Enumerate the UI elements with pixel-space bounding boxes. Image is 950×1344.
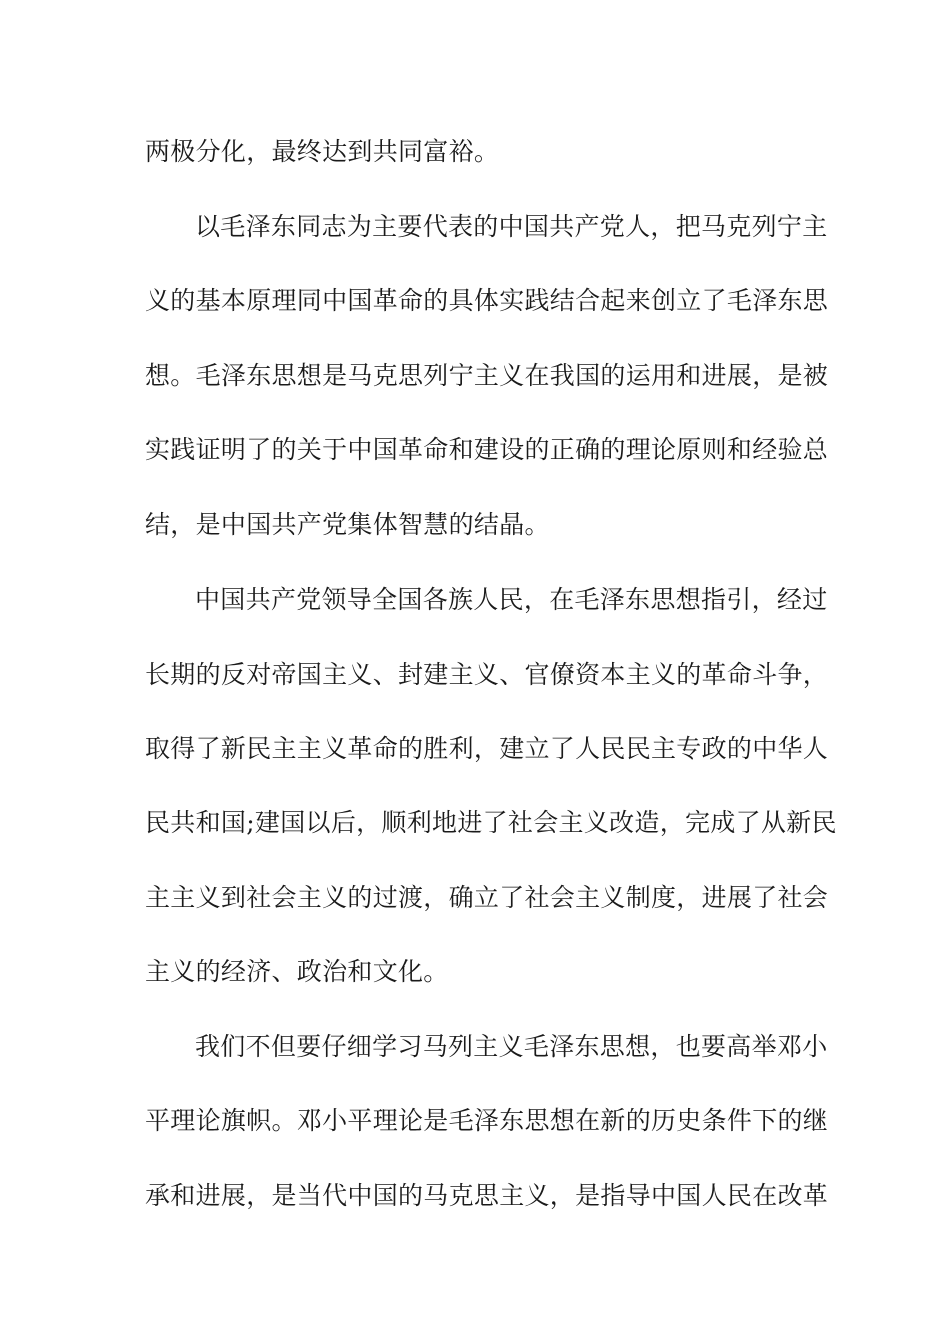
text-line: 两极分化，最终达到共同富裕。 [145,137,500,166]
text-line: 义的基本原理同中国革命的具体实践结合起来创立了毛泽东思 [145,286,829,315]
text-line: 平理论旗帜。邓小平理论是毛泽东思想在新的历史条件下的继 [145,1106,829,1135]
text-line: 主义的经济、政治和文化。 [145,957,449,986]
text-line: 实践证明了的关于中国革命和建设的正确的理论原则和经验总 [145,435,829,464]
text-line: 结，是中国共产党集体智慧的结晶。 [145,510,550,539]
text-line: 取得了新民主主义革命的胜利，建立了人民民主专政的中华人 [145,734,829,763]
text-line: 民共和国;建国以后，顺利地进了社会主义改造，完成了从新民 [145,808,837,837]
text-line: 以毛泽东同志为主要代表的中国共产党人，把马克列宁主 [195,212,828,241]
text-line: 长期的反对帝国主义、封建主义、官僚资本主义的革命斗争， [145,660,829,689]
text-line: 中国共产党领导全国各族人民，在毛泽东思想指引，经过 [195,585,828,614]
text-line: 主主义到社会主义的过渡，确立了社会主义制度，进展了社会 [145,883,829,912]
text-line: 想。毛泽东思想是马克思列宁主义在我国的运用和进展，是被 [145,361,829,390]
text-line: 我们不但要仔细学习马列主义毛泽东思想，也要高举邓小 [195,1032,828,1061]
text-line: 承和进展，是当代中国的马克思主义，是指导中国人民在改革 [145,1181,829,1210]
